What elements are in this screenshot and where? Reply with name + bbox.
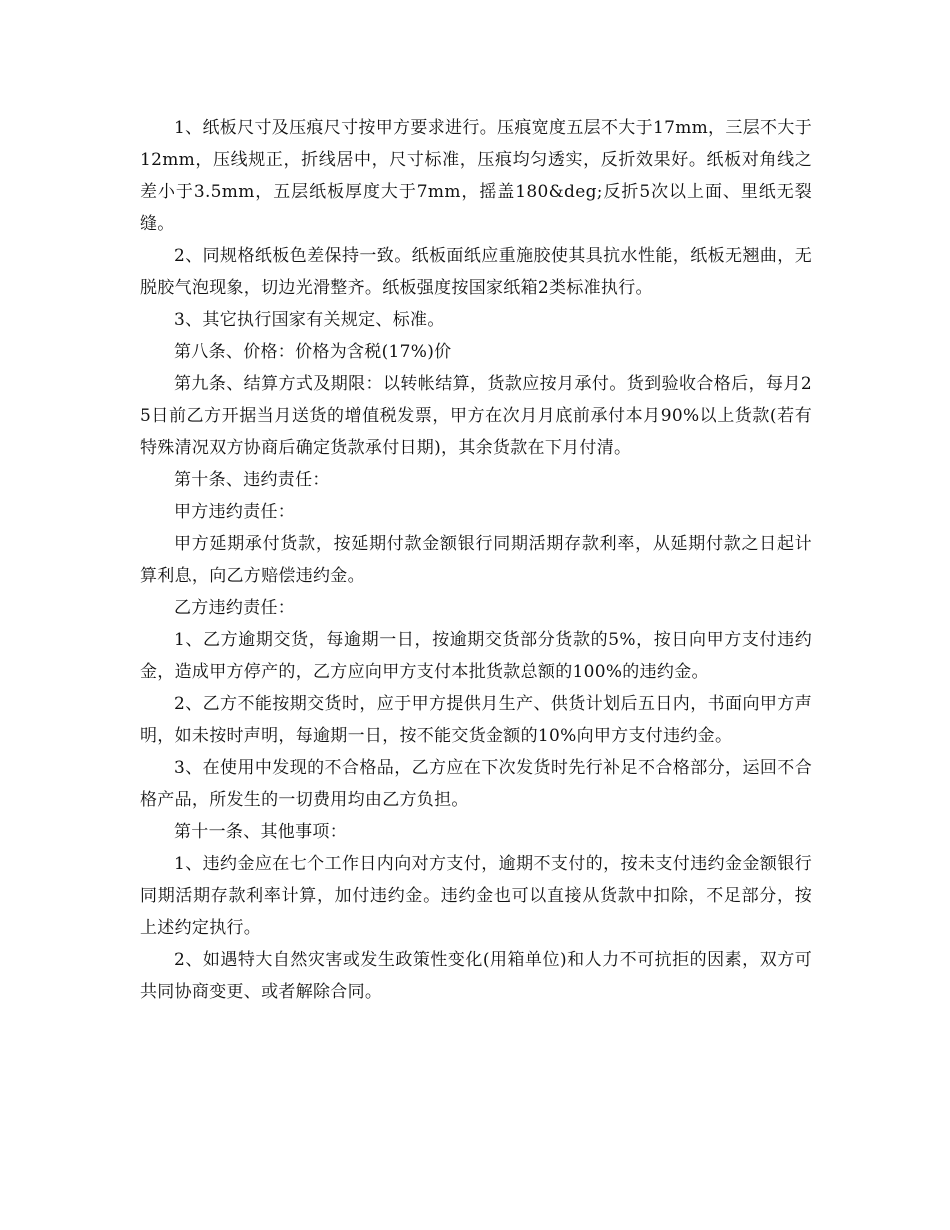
paragraph-other-standards: 3、其它执行国家有关规定、标准。	[174, 310, 445, 330]
paragraph-article-11-other: 第十一条、其他事项：	[174, 822, 347, 842]
paragraph-party-b-liability-heading: 乙方违约责任：	[174, 598, 296, 618]
paragraph-party-a-liability-heading: 甲方违约责任：	[174, 502, 296, 522]
paragraph-party-b-late-delivery: 1、乙方逾期交货，每逾期一日，按逾期交货部分货款的5%，按日向甲方支付违约金，造成甲方停产的，乙方应向甲方支付本批货款总额的100%的违约金。	[140, 630, 812, 682]
paragraph-article-10-liability: 第十条、违约责任：	[174, 470, 330, 490]
paragraph-party-b-defective: 3、在使用中发现的不合格品，乙方应在下次发货时先行补足不合格部分，运回不合格产品，所发生的一切费用均由乙方负担。	[140, 758, 812, 810]
paragraph-board-size: 1、纸板尺寸及压痕尺寸按甲方要求进行。压痕宽度五层不大于17mm，三层不大于12mm，压线规正，折线居中，尺寸标准，压痕均匀透实，反折效果好。纸板对角线之差小于3.5mm，五层纸板厚度大于7mm，摇盖180&deg;反折5次以上面、里纸无裂缝。	[140, 118, 812, 234]
paragraph-article-8-price: 第八条、价格：价格为含税(17%)价	[174, 342, 452, 362]
document-body	[140, 112, 812, 1008]
paragraph-penalty-payment: 1、违约金应在七个工作日内向对方支付，逾期不支付的，按未支付违约金金额银行同期活期存款利率计算，加付违约金。违约金也可以直接从货款中扣除，不足部分，按上述约定执行。	[140, 854, 812, 938]
paragraph-article-9-settlement: 第九条、结算方式及期限：以转帐结算，货款应按月承付。货到验收合格后，每月25日前乙方开据当月送货的增值税发票，甲方在次月月底前承付本月90%以上货款(若有特殊清况双方协商后确定货款承付日期)，其余货款在下月付清。	[140, 374, 812, 458]
paragraph-party-a-liability: 甲方延期承付货款，按延期付款金额银行同期活期存款利率，从延期付款之日起计算利息，向乙方赔偿违约金。	[140, 534, 812, 586]
paragraph-force-majeure: 2、如遇特大自然灾害或发生政策性变化(用箱单位)和人力不可抗拒的因素，双方可共同协商变更、或者解除合同。	[140, 950, 812, 1002]
paragraph-party-b-cannot-deliver: 2、乙方不能按期交货时，应于甲方提供月生产、供货计划后五日内，书面向甲方声明，如未按时声明，每逾期一日，按不能交货金额的10%向甲方支付违约金。	[140, 694, 812, 746]
paragraph-board-color: 2、同规格纸板色差保持一致。纸板面纸应重施胶使其具抗水性能，纸板无翘曲，无脱胶气泡现象，切边光滑整齐。纸板强度按国家纸箱2类标准执行。	[140, 246, 812, 298]
